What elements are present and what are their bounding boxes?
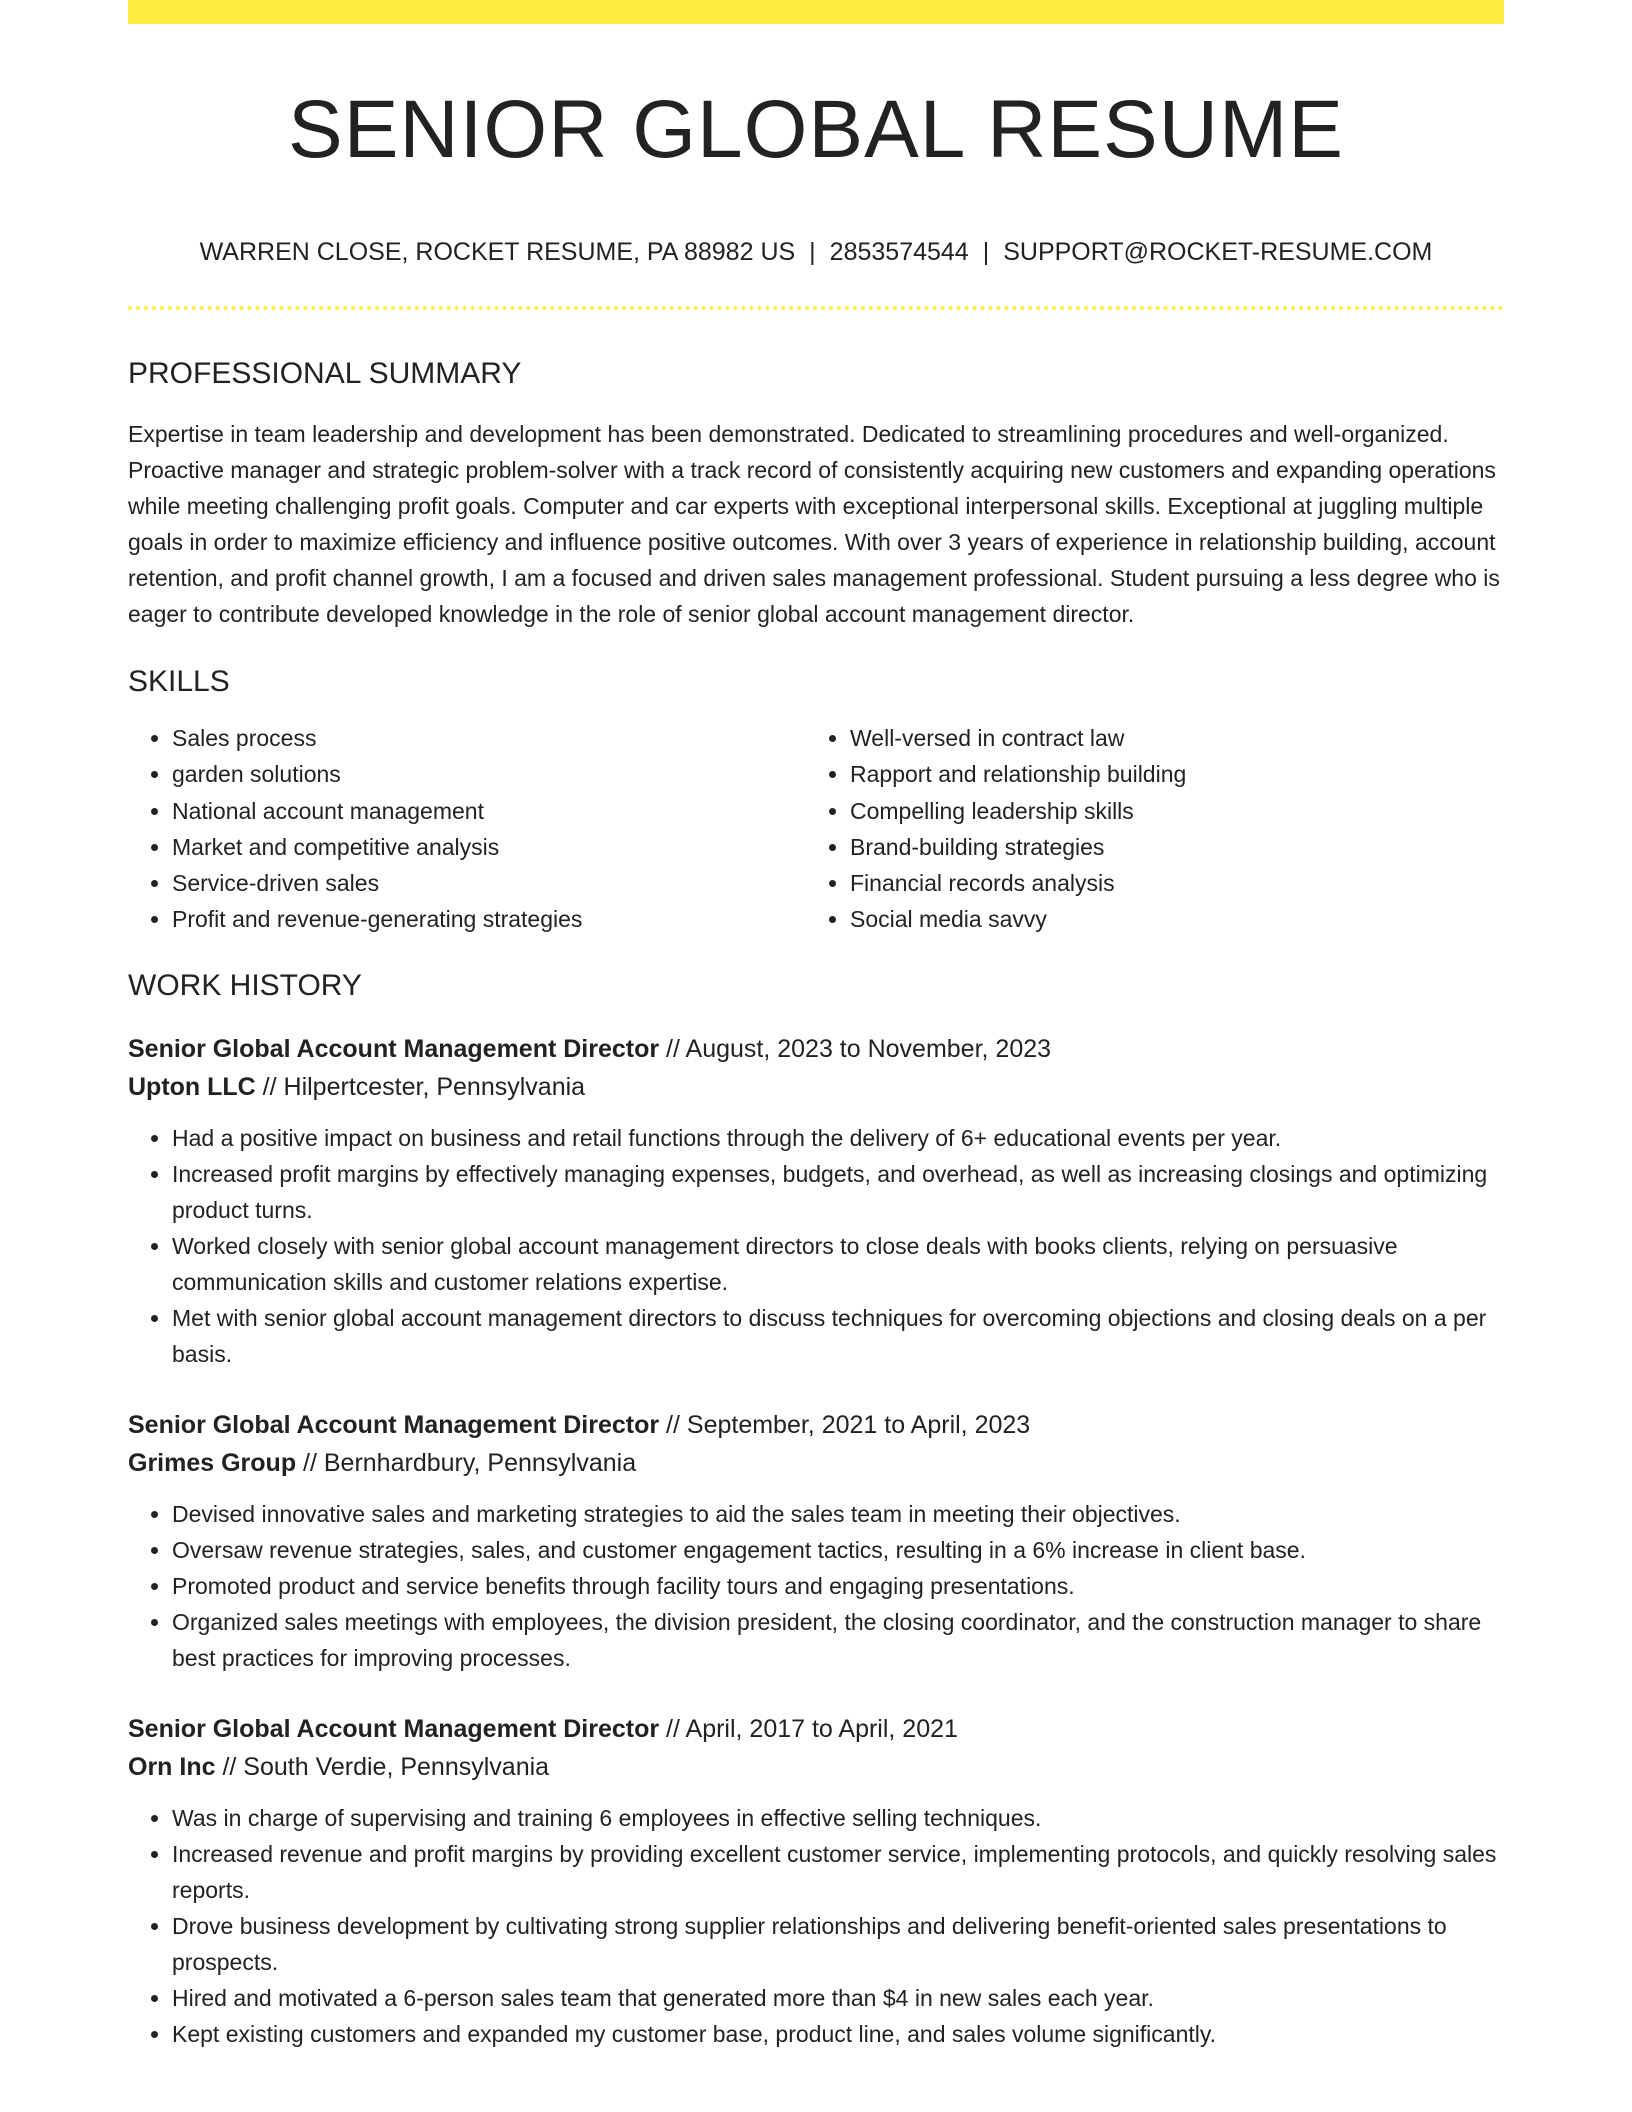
job-location: // South Verdie, Pennsylvania (215, 1752, 550, 1781)
skill-item: • Service-driven sales (172, 865, 806, 901)
summary-text: Expertise in team leadership and development has been demonstrated. Dedicated to streamlining procedures and well-organized. Proactive manager and strategic problem-solver with a track record of consistently acquiring new customers and expanding operations while meeting challenging profit goals. Computer and car experts with exceptional interpersonal skills. Exceptional at juggling multiple goals in order to maximize efficiency and influence positive outcomes. With over 3 years of experience in relationship building, account retention, and profit channel growth, I am a focused and driven sales management professional. Student pursuing a less degree who is eager to contribute developed knowledge in the role of senior global account management director. (128, 421, 1500, 627)
job-company: Orn Inc (128, 1752, 216, 1781)
job-bullet: • Promoted product and service benefits through facility tours and engaging presentations. (172, 1568, 1504, 1604)
job-company-line (128, 1444, 1504, 1482)
work-history-heading: WORK HISTORY (128, 968, 362, 1002)
resume-title: SENIOR GLOBAL RESUME (288, 84, 1344, 175)
contact-separator: | (809, 238, 816, 266)
job-company-line (128, 1748, 1504, 1786)
job-bullet: • Devised innovative sales and marketing strategies to aid the sales team in meeting their objectives. (172, 1496, 1504, 1532)
skill-item: • Compelling leadership skills (850, 793, 1500, 829)
job-bullet: • Was in charge of supervising and training 6 employees in effective selling techniques. (172, 1800, 1504, 1836)
job-company: Upton LLC (128, 1072, 256, 1101)
contact-address: WARREN CLOSE, ROCKET RESUME, PA 88982 US (199, 238, 796, 266)
job-location: // Bernhardbury, Pennsylvania (296, 1448, 637, 1477)
job-dates: // August, 2023 to November, 2023 (659, 1034, 1052, 1063)
job-bullet: • Increased revenue and profit margins by providing excellent customer service, implementing protocols, and quickly resolving sales reports. (172, 1836, 1504, 1908)
skills-heading: SKILLS (128, 665, 230, 698)
contact-email: SUPPORT@ROCKET-RESUME.COM (1003, 238, 1433, 266)
job-bullet: • Had a positive impact on business and retail functions through the delivery of 6+ educational events per year. (172, 1120, 1504, 1156)
job-entry (128, 1030, 1504, 1372)
skill-item: • Brand-building strategies (850, 829, 1500, 865)
job-dates: // September, 2021 to April, 2023 (659, 1410, 1031, 1439)
summary-heading: PROFESSIONAL SUMMARY (128, 357, 522, 390)
job-location: // Hilpertcester, Pennsylvania (255, 1072, 586, 1101)
skill-item: • Sales process (172, 720, 806, 756)
skill-item: • National account management (172, 793, 806, 829)
job-role-line (128, 1710, 1504, 1748)
job-entry (128, 1406, 1504, 1676)
job-bullet: • Worked closely with senior global account management directors to close deals with books clients, relying on persuasive communication skills and customer relations expertise. (172, 1228, 1504, 1300)
dotted-divider (128, 306, 1504, 310)
job-company: Grimes Group (128, 1448, 297, 1477)
job-dates: // April, 2017 to April, 2021 (659, 1714, 958, 1743)
job-entry (128, 1710, 1504, 2052)
skills-list (128, 720, 1504, 938)
skill-item: • Profit and revenue-generating strategies (172, 901, 806, 937)
job-bullet: • Organized sales meetings with employees, the division president, the closing coordinator, and the construction manager to share best practices for improving processes. (172, 1604, 1504, 1676)
job-bullet: • Drove business development by cultivating strong supplier relationships and delivering benefit-oriented sales presentations to prospects. (172, 1908, 1504, 1980)
job-bullet: • Oversaw revenue strategies, sales, and customer engagement tactics, resulting in a 6% increase in client base. (172, 1532, 1504, 1568)
job-bullets (128, 1496, 1504, 1676)
job-bullet: • Kept existing customers and expanded my customer base, product line, and sales volume significantly. (172, 2016, 1504, 2052)
job-role-line (128, 1030, 1504, 1068)
job-role: Senior Global Account Management Director (128, 1410, 660, 1439)
job-bullets (128, 1120, 1504, 1372)
contact-line (128, 236, 1504, 268)
job-bullet: • Hired and motivated a 6-person sales team that generated more than $4 in new sales each year. (172, 1980, 1504, 2016)
contact-phone: 2853574544 (829, 238, 969, 266)
job-role: Senior Global Account Management Director (128, 1714, 660, 1743)
skill-item: • Rapport and relationship building (850, 756, 1500, 792)
skill-item: • Well-versed in contract law (850, 720, 1500, 756)
job-role-line (128, 1406, 1504, 1444)
job-bullet: • Increased profit margins by effectively managing expenses, budgets, and overhead, as well as increasing closings and optimizing product turns. (172, 1156, 1504, 1228)
job-bullet: • Met with senior global account management directors to discuss techniques for overcoming objections and closing deals on a per basis. (172, 1300, 1504, 1372)
job-company-line (128, 1068, 1504, 1106)
resume-content (128, 0, 1504, 2052)
contact-separator: | (982, 238, 990, 266)
skills-column-right (806, 720, 1500, 938)
job-bullets (128, 1800, 1504, 2052)
skill-item: • garden solutions (172, 756, 806, 792)
skill-item: • Market and competitive analysis (172, 829, 806, 865)
job-role: Senior Global Account Management Director (128, 1034, 660, 1063)
skill-item: • Financial records analysis (850, 865, 1500, 901)
skill-item: • Social media savvy (850, 901, 1500, 937)
skills-column-left (128, 720, 806, 938)
